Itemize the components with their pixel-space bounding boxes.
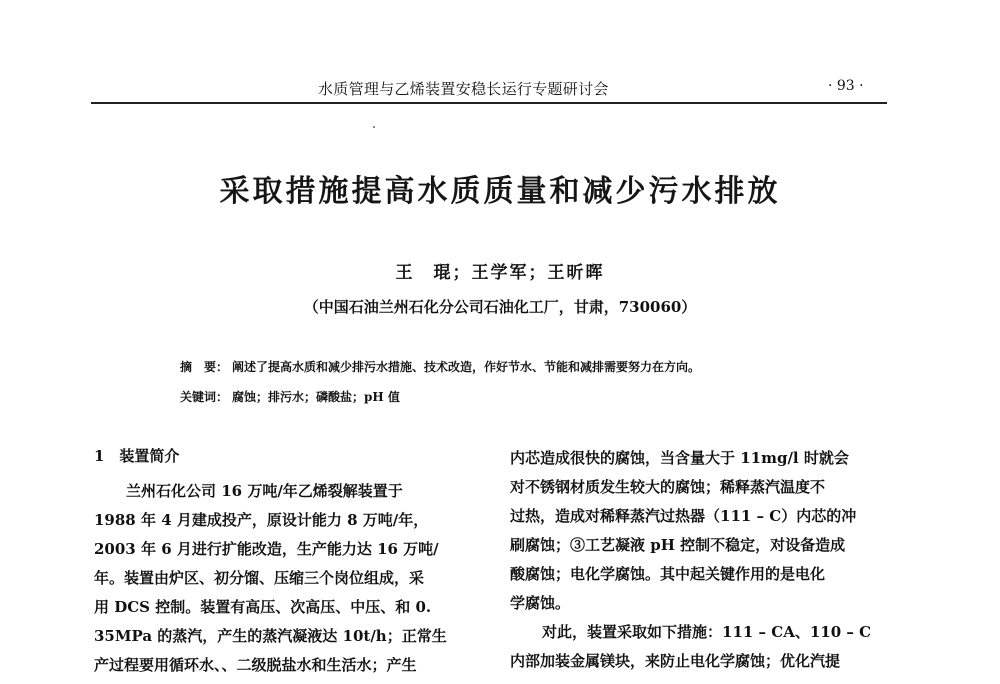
section-heading: 1 装置简介	[94, 447, 180, 465]
body-line: 35MPa 的蒸汽，产生的蒸汽凝液达 10t/h；正常生	[94, 627, 447, 645]
keywords-label: 关键词：	[180, 390, 229, 404]
abstract-text: 阐述了提高水质和减少排污水措施、技术改造，作好节水、节能和减排需要努力在方向。	[232, 360, 701, 374]
keywords	[180, 388, 400, 405]
article-affiliation: （中国石油兰州石化分公司石油化工厂，甘肃，730060）	[303, 298, 697, 316]
body-line: 对此，装置采取如下措施：111 – CA、110 – C	[542, 623, 872, 641]
header-rule	[91, 102, 887, 104]
body-line: 内芯造成很快的腐蚀，当含量大于 11mg/l 时就会	[510, 449, 849, 467]
body-line: 兰州石化公司 16 万吨/年乙烯裂解装置于	[126, 482, 403, 500]
body-line: 刷腐蚀；③工艺凝液 pH 控制不稳定，对设备造成	[510, 536, 846, 554]
article-title: 采取措施提高水质质量和减少污水排放	[219, 174, 781, 209]
body-line: 2003 年 6 月进行扩能改造，生产能力达 16 万吨/	[94, 540, 439, 558]
body-line: 内部加装金属镁块，来防止电化学腐蚀；优化汽提	[510, 652, 841, 670]
body-line: 1988 年 4 月建成投产，原设计能力 8 万吨/年，	[94, 511, 429, 529]
body-line: 年。装置由炉区、初分馏、压缩三个岗位组成，采	[94, 569, 425, 587]
abstract-label: 摘 要：	[180, 360, 229, 374]
right-column	[510, 444, 890, 676]
keywords-text: 腐蚀；排污水；磷酸盐；pH 值	[232, 390, 400, 404]
scan-speck	[373, 126, 375, 128]
body-line: 过热，造成对稀释蒸汽过热器（111 – C）内芯的冲	[510, 507, 857, 525]
left-column	[94, 444, 480, 680]
body-line: 学腐蚀。	[510, 594, 571, 612]
body-line: 用 DCS 控制。装置有高压、次高压、中压、和 0.	[94, 598, 432, 616]
body-line: 产过程要用循环水、、二级脱盐水和生活水；产生	[94, 656, 417, 674]
body-line: 酸腐蚀；电化学腐蚀。其中起关键作用的是电化	[510, 565, 826, 583]
journal-header-title: 水质管理与乙烯装置安稳长运行专题研讨会	[318, 80, 609, 98]
body-line: 对不锈钢材质发生较大的腐蚀；稀释蒸汽温度不	[510, 478, 826, 496]
article-authors: 王 琨；王学军；王昕晖	[395, 263, 605, 283]
abstract	[180, 358, 700, 375]
page-number: · 93 ·	[828, 78, 864, 94]
